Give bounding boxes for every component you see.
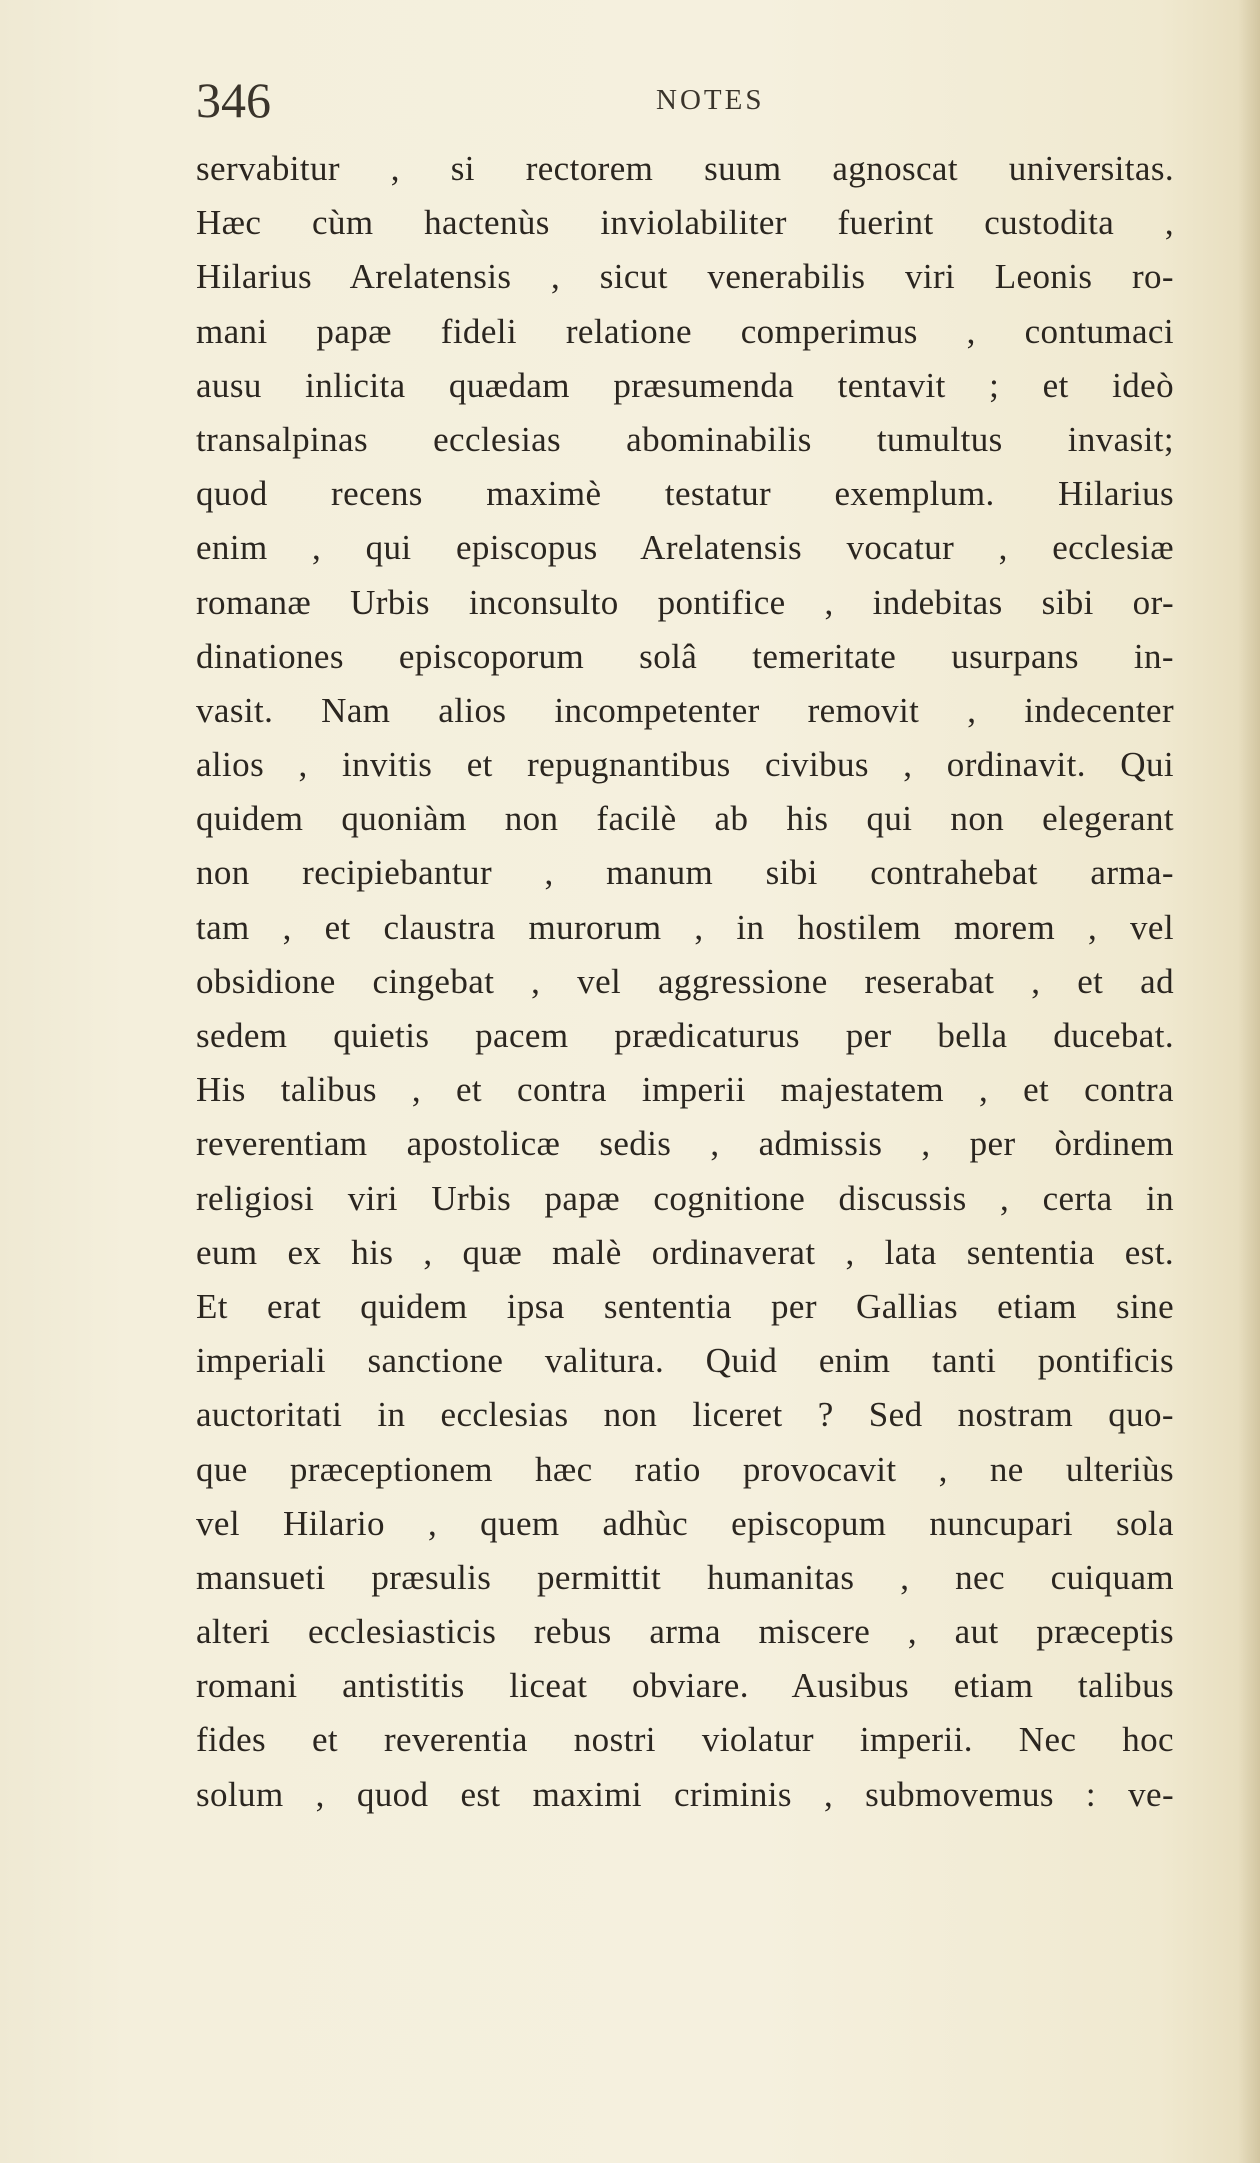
text-line: mansueti præsulis permittit humanitas , nec cuiquam xyxy=(196,1557,1174,1597)
text-line: non recipiebantur , manum sibi contrahebat arma- xyxy=(196,853,1174,893)
text-line: Et erat quidem ipsa sententia per Gallias etiam sine xyxy=(196,1286,1174,1326)
body-text xyxy=(196,142,1174,1822)
text-line: que præceptionem hæc ratio provocavit , ne ulteriùs xyxy=(196,1449,1174,1489)
text-line: transalpinas ecclesias abominabilis tumultus invasit; xyxy=(196,419,1174,459)
text-line: Hilarius Arelatensis , sicut venerabilis viri Leonis ro- xyxy=(196,257,1174,297)
text-line: quod recens maximè testatur exemplum. Hilarius xyxy=(196,474,1174,514)
text-line: enim , qui episcopus Arelatensis vocatur , ecclesiæ xyxy=(196,528,1174,568)
text-line: romanæ Urbis inconsulto pontifice , indebitas sibi or- xyxy=(196,582,1174,622)
text-line: Hæc cùm hactenùs inviolabiliter fuerint custodita , xyxy=(196,203,1174,243)
text-line: imperiali sanctione valitura. Quid enim tanti pontificis xyxy=(196,1341,1174,1381)
text-line: alteri ecclesiasticis rebus arma miscere , aut præceptis xyxy=(196,1612,1174,1652)
text-line: tam , et claustra murorum , in hostilem morem , vel xyxy=(196,907,1174,947)
text-line: alios , invitis et repugnantibus civibus , ordinavit. Qui xyxy=(196,745,1174,785)
page-edge-shadow xyxy=(1238,0,1260,2163)
text-line: solum , quod est maximi criminis , submovemus : ve- xyxy=(196,1774,1174,1814)
running-head xyxy=(196,70,1166,130)
running-head-title: NOTES xyxy=(656,84,765,116)
text-line: reverentiam apostolicæ sedis , admissis , per òrdinem xyxy=(196,1124,1174,1164)
page-number: 346 xyxy=(196,72,271,128)
text-line: eum ex his , quæ malè ordinaverat , lata sententia est. xyxy=(196,1232,1174,1272)
text-line: fides et reverentia nostri violatur imperii. Nec hoc xyxy=(196,1720,1174,1760)
text-line: vel Hilario , quem adhùc episcopum nuncupari sola xyxy=(196,1503,1174,1543)
text-line: mani papæ fideli relatione comperimus , contumaci xyxy=(196,311,1174,351)
text-line: His talibus , et contra imperii majestatem , et contra xyxy=(196,1070,1174,1110)
text-line: religiosi viri Urbis papæ cognitione discussis , certa in xyxy=(196,1178,1174,1218)
text-line: quidem quoniàm non facilè ab his qui non elegerant xyxy=(196,799,1174,839)
text-line: romani antistitis liceat obviare. Ausibus etiam talibus xyxy=(196,1666,1174,1706)
text-line: ausu inlicita quædam præsumenda tentavit ; et ideò xyxy=(196,365,1174,405)
text-line: auctoritati in ecclesias non liceret ? Sed nostram quo- xyxy=(196,1395,1174,1435)
text-line: vasit. Nam alios incompetenter removit , indecenter xyxy=(196,690,1174,730)
text-line: obsidione cingebat , vel aggressione reserabat , et ad xyxy=(196,961,1174,1001)
text-line: sedem quietis pacem prædicaturus per bella ducebat. xyxy=(196,1016,1174,1055)
text-line: servabitur , si rectorem suum agnoscat universitas. xyxy=(196,149,1174,188)
text-line: dinationes episcoporum solâ temeritate usurpans in- xyxy=(196,636,1174,676)
